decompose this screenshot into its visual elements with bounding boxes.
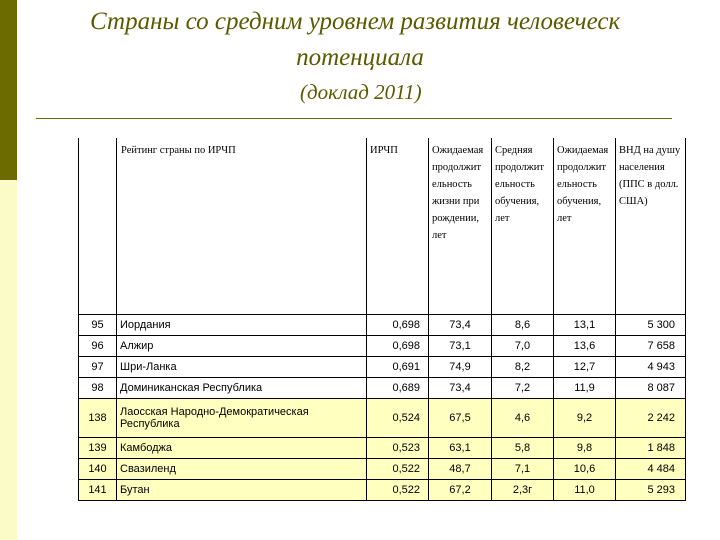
cell-country: Свазиленд	[117, 459, 367, 480]
cell-mean-school: 7,1	[492, 459, 554, 480]
cell-life: 73,4	[429, 378, 492, 399]
cell-mean-school: 8,2	[492, 357, 554, 378]
cell-mean-school: 7,0	[492, 336, 554, 357]
cell-mean-school: 7,2	[492, 378, 554, 399]
cell-gni: 8 087	[616, 378, 686, 399]
side-accent-bar-light	[0, 180, 17, 540]
cell-gni: 5 300	[616, 315, 686, 336]
cell-life: 48,7	[429, 459, 492, 480]
cell-rank: 98	[79, 378, 117, 399]
header-gni: ВНД на душу населения (ППС в долл. США)	[616, 138, 686, 315]
cell-mean-school: 5,8	[492, 438, 554, 459]
side-accent-bar-dark	[0, 0, 17, 180]
cell-country: Лаосская Народно-Демократическая Республика	[117, 399, 367, 438]
table-row	[79, 357, 686, 378]
table-row	[79, 480, 686, 501]
cell-rank: 97	[79, 357, 117, 378]
header-expected-schooling: Ожидаемая продолжит ельность обучения, лет	[554, 138, 616, 315]
cell-expected-school: 12,7	[554, 357, 616, 378]
cell-hdi: 0,698	[367, 336, 429, 357]
cell-gni: 1 848	[616, 438, 686, 459]
cell-hdi: 0,689	[367, 378, 429, 399]
hdi-table	[78, 138, 686, 501]
cell-country: Иордания	[117, 315, 367, 336]
cell-life: 73,4	[429, 315, 492, 336]
cell-rank: 140	[79, 459, 117, 480]
cell-hdi: 0,522	[367, 480, 429, 501]
cell-country: Камбоджа	[117, 438, 367, 459]
cell-gni: 7 658	[616, 336, 686, 357]
cell-country: Шри-Ланка	[117, 357, 367, 378]
header-mean-schooling: Средняя продолжит ельность обучения, лет	[492, 138, 554, 315]
cell-hdi: 0,691	[367, 357, 429, 378]
cell-gni: 5 293	[616, 480, 686, 501]
cell-mean-school: 4,6	[492, 399, 554, 438]
table-row	[79, 315, 686, 336]
table-row	[79, 336, 686, 357]
slide-title-line2: потенциала	[296, 44, 424, 71]
cell-mean-school: 2,3г	[492, 480, 554, 501]
cell-gni: 2 242	[616, 399, 686, 438]
cell-hdi: 0,524	[367, 399, 429, 438]
slide-title-line1: Страны со средним уровнем развития человеческ	[90, 8, 621, 35]
header-hdi: ИРЧП	[367, 138, 429, 315]
table-row	[79, 399, 686, 438]
cell-expected-school: 9,2	[554, 399, 616, 438]
cell-country: Доминиканская Республика	[117, 378, 367, 399]
table-row	[79, 438, 686, 459]
cell-hdi: 0,523	[367, 438, 429, 459]
cell-expected-school: 10,6	[554, 459, 616, 480]
cell-hdi: 0,698	[367, 315, 429, 336]
cell-life: 67,5	[429, 399, 492, 438]
header-rank	[79, 138, 117, 315]
cell-rank: 139	[79, 438, 117, 459]
cell-expected-school: 11,9	[554, 378, 616, 399]
cell-rank: 95	[79, 315, 117, 336]
table-row	[79, 459, 686, 480]
cell-expected-school: 11,0	[554, 480, 616, 501]
cell-expected-school: 13,1	[554, 315, 616, 336]
slide-subtitle: (доклад 2011)	[300, 80, 422, 104]
cell-rank: 141	[79, 480, 117, 501]
header-country: Рейтинг страны по ИРЧП	[117, 138, 367, 315]
cell-hdi: 0,522	[367, 459, 429, 480]
title-divider	[36, 118, 672, 119]
table-header-row	[79, 138, 686, 315]
cell-gni: 4 484	[616, 459, 686, 480]
cell-rank: 96	[79, 336, 117, 357]
cell-rank: 138	[79, 399, 117, 438]
table-row	[79, 378, 686, 399]
cell-life: 67,2	[429, 480, 492, 501]
cell-expected-school: 13,6	[554, 336, 616, 357]
cell-life: 63,1	[429, 438, 492, 459]
cell-life: 73,1	[429, 336, 492, 357]
cell-expected-school: 9,8	[554, 438, 616, 459]
cell-country: Алжир	[117, 336, 367, 357]
cell-life: 74,9	[429, 357, 492, 378]
header-life-expectancy: Ожидаемая продолжит ельность жизни при рождении, лет	[429, 138, 492, 315]
cell-mean-school: 8,6	[492, 315, 554, 336]
cell-country: Бутан	[117, 480, 367, 501]
cell-gni: 4 943	[616, 357, 686, 378]
